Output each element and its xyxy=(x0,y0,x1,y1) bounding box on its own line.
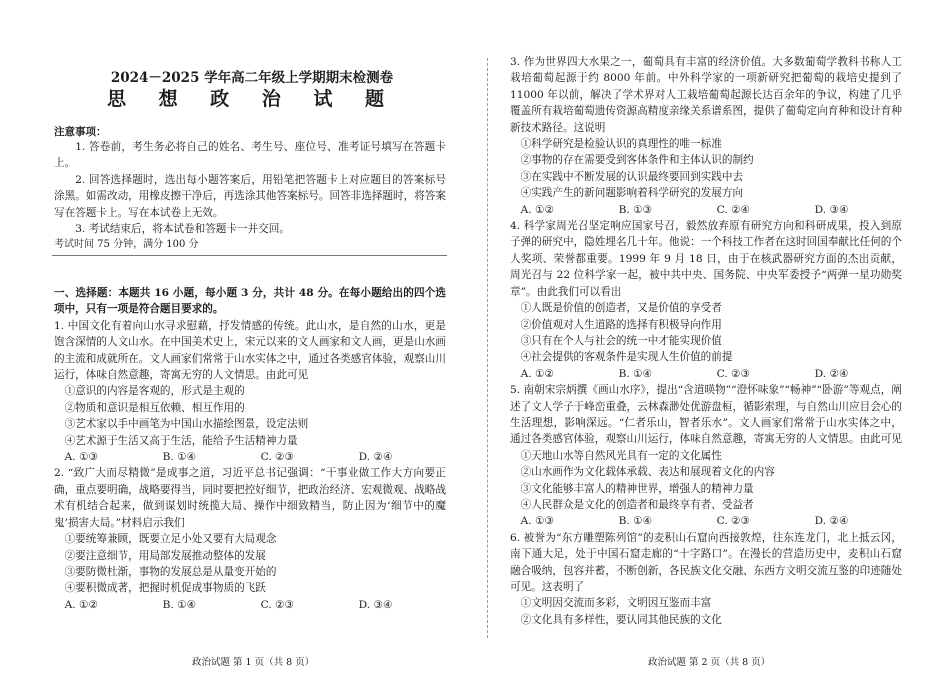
page-footer-left: 政治试题 第 1 页（共 8 页） xyxy=(192,657,315,668)
section-heading: 一、选择题：本题共 16 小题，每小题 3 分，共计 48 分。在每小题给出的四个选项中，只有一项是符合题目要求的。 xyxy=(54,287,446,316)
answer-options xyxy=(54,449,457,465)
option-c: C. ②④ xyxy=(716,203,751,216)
answer-options xyxy=(510,366,913,382)
option-b: B. ①④ xyxy=(162,598,197,611)
choice-item: ③文化能够丰富人的精神世界，增强人的精神力量 xyxy=(520,482,754,495)
option-a: A. ①② xyxy=(520,203,554,216)
choice-item: ③只有在个人与社会的统一中才能实现价值 xyxy=(520,334,722,347)
option-d: D. ③④ xyxy=(814,203,849,216)
note-item-1: 1. 答卷前，考生务必将自己的姓名、考生号、座位号、准考证号填写在答题卡上。 xyxy=(54,141,446,170)
option-b: B. ①④ xyxy=(618,367,653,380)
option-d: D. ②④ xyxy=(814,367,849,380)
choice-item: ③在实践中不断发展的认识最终要回到实践中去 xyxy=(520,170,744,183)
page-right xyxy=(500,0,950,673)
option-b: B. ①③ xyxy=(618,203,653,216)
page-footer-right: 政治试题 第 2 页（共 8 页） xyxy=(648,657,771,668)
option-a: A. ①③ xyxy=(520,515,554,528)
answer-options xyxy=(510,202,913,218)
option-c: C. ②③ xyxy=(716,367,751,380)
choice-item: ①天地山水等自然风光具有一定的文化属性 xyxy=(520,449,722,462)
question-5 xyxy=(510,382,902,530)
question-3 xyxy=(510,54,902,218)
option-d: D. ③④ xyxy=(358,598,393,611)
question-stem: 1. 中国文化有着向山水寻求慰藉，抒发情感的传统。此山水，是自然的山水，更是饱含深情的人文山水。在中国美术史上，宋元以来的文人画家和文人画，更是山水画的主流和成就所在。文人画家们常常于山水实体之中，通过各类感官体验，观察山川运行，体味自然意趣，寄寓无穷的人文情思。由此可见 xyxy=(54,319,446,382)
time-score: 考试时间 75 分钟，满分 100 分 xyxy=(54,239,199,251)
choice-item: ③艺术家以手中画笔为中国山水描绘图景，设定法则 xyxy=(64,418,309,431)
question-2 xyxy=(54,465,446,613)
choice-item: ①文明因交流而多彩，文明因互鉴而丰富 xyxy=(520,597,712,610)
option-b: B. ①④ xyxy=(618,515,653,528)
divider-line xyxy=(52,255,447,256)
option-d: D. ②④ xyxy=(358,451,393,464)
question-stem: 4. 科学家周光召坚定响应国家号召，毅然放弃原有研究方向和科研成果，投入到原子弹的研究中，隐姓埋名几十年。他说：一个科技工作者在这时回国奉献比任何的个人奖项、荣誉都重要。1999 年 9 月 18 日，由于在核武器研究方面的杰出贡献，周光召与 22 位科学家一起，被中共中央、国务院、中央军委授予“两弹一星功勋奖章”。由此我们可以看出 xyxy=(510,220,902,298)
page-left xyxy=(52,0,502,673)
question-4 xyxy=(510,218,902,382)
choice-item: ②山水画作为文化载体承载、表达和展现着文化的内容 xyxy=(520,466,775,479)
option-d: D. ②④ xyxy=(814,515,849,528)
right-column xyxy=(510,54,902,628)
question-stem: 3. 作为世界四大水果之一，葡萄具有丰富的经济价值。大多数葡萄学教科书称人工栽培葡萄起源于约 8000 年前。中外科学家的一项新研究把葡萄的栽培史提到了 11000 年以前，解决了学术界对人工栽培葡萄起源长达百余年的争议，构建了几乎覆盖所有栽培葡萄遗传资源高精度亲缘关系谱系图，提供了葡萄定向育种和设计育种新技术路径。这说明 xyxy=(510,56,902,134)
option-c: C. ②③ xyxy=(260,598,295,611)
option-a: A. ①③ xyxy=(64,451,98,464)
choice-item: ④社会提供的客观条件是实现人生价值的前提 xyxy=(520,351,733,364)
question-stem: 6. 被誉为“东方雕塑陈列馆”的麦积山石窟向西接敦煌，往东连龙门，北上抵云冈，南下通大足，处于中国石窟走廊的“十字路口”。在漫长的营造历史中，麦积山石窟融合吸纳，包容并蓄，不断创新，各民族文化交融、东西方文明交流互鉴的印迹随处可见。这表明了 xyxy=(510,531,902,593)
choice-item: ②文化具有多样性，要认同其他民族的文化 xyxy=(520,613,722,626)
option-a: A. ①② xyxy=(64,598,98,611)
choice-item: ②事物的存在需要受到客体条件和主体认识的制约 xyxy=(520,154,754,167)
exam-title: 2024－2025 学年高二年级上学期期末检测卷 xyxy=(110,70,394,86)
notes-list xyxy=(54,139,446,254)
note-item-2: 2. 回答选择题时，选出每小题答案后，用铅笔把答题卡上对应题目的答案标号涂黑。如需改动，用橡皮擦干净后，再选涂其他答案标号。回答非选择题时，将答案写在答题卡上。写在本试卷上无效。 xyxy=(54,173,446,219)
section-1 xyxy=(54,285,446,613)
option-c: C. ②③ xyxy=(260,451,295,464)
question-stem: 2. “致广大而尽精微”是成事之道，习近平总书记强调：“干事业做工作大方向要正确，重点要明确，战略要得当，同时要把控好细节，把政治经济、宏观微观、战略战术有机结合起来，做到谋划时统揽大局、操作中细致精当，防止因为‘细节中的魔鬼’损害大局。”材料启示我们 xyxy=(54,467,446,529)
question-stem: 5. 南朝宋宗炳撰《画山水序》，提出“含道暎物”“澄怀味象”“畅神”“卧游”等观点，阐述了文人学子于峰峦重叠，云林森渺处优游盘桓，循影索理，与自然山川应目会心的生活理想，影响深远。“仁者乐山，智者乐水”。文人画家们常常于山水实体之中，通过各类感官体验，观察山川运行，体味自然意趣，寄寓无穷的人文情思。由此可见 xyxy=(510,384,902,446)
choice-item: ①意识的内容是客观的，形式是主观的 xyxy=(64,385,245,398)
answer-options xyxy=(510,513,913,529)
subject-title: 思 想 政 治 试 题 xyxy=(106,88,398,110)
page-divider xyxy=(487,58,488,638)
choice-item: ④人民群众是文化的创造者和最终享有者、受益者 xyxy=(520,498,754,511)
question-6 xyxy=(510,530,902,628)
notes-heading: 注意事项： xyxy=(54,126,107,138)
note-item-3: 3. 考试结束后，将本试卷和答题卡一并交回。 xyxy=(75,223,290,236)
choice-item: ④实践产生的新问题影响着科学研究的发展方向 xyxy=(520,187,744,200)
choice-item: ③要防微杜渐，事物的发展总是从量变开始的 xyxy=(64,565,277,578)
choice-item: ②物质和意识是相互依赖、相互作用的 xyxy=(64,401,245,414)
option-b: B. ①④ xyxy=(162,451,197,464)
answer-options xyxy=(54,597,457,613)
choice-item: ①人既是价值的创造者，又是价值的享受者 xyxy=(520,302,722,315)
choice-item: ①科学研究是检验认识的真理性的唯一标准 xyxy=(520,138,722,151)
option-a: A. ①② xyxy=(520,367,554,380)
choice-item: ②要注意细节，用局部发展推动整体的发展 xyxy=(64,549,266,562)
choice-item: ②价值观对人生道路的选择有积极导向作用 xyxy=(520,318,722,331)
option-c: C. ②③ xyxy=(716,515,751,528)
question-1 xyxy=(54,318,446,466)
choice-item: ④艺术源于生活又高于生活，能给予生活精神力量 xyxy=(64,434,298,447)
choice-item: ④要积微成著，把握时机促成事物质的飞跃 xyxy=(64,582,266,595)
choice-item: ①要统筹兼顾，既要立足小处又要有大局观念 xyxy=(64,533,277,546)
